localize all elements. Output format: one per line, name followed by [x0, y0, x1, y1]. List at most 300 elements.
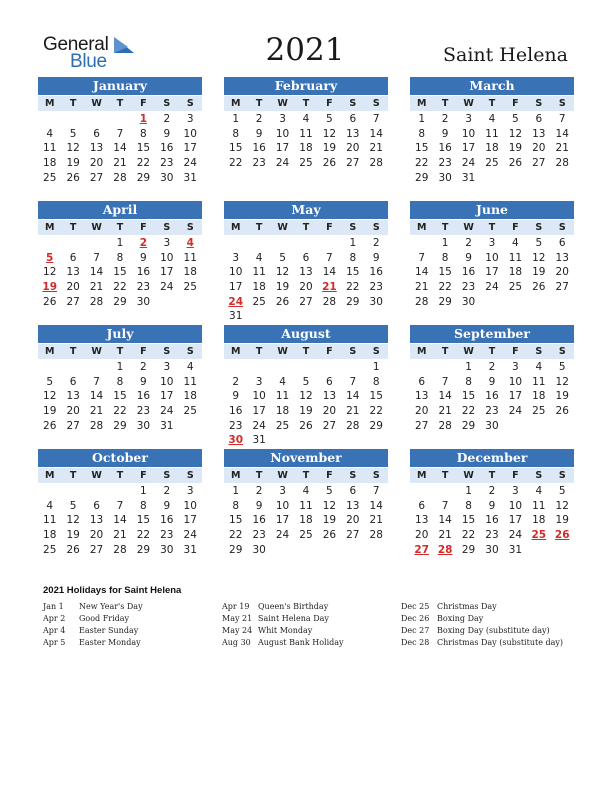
day-cell: 30: [252, 543, 266, 556]
day-cell: 19: [66, 529, 80, 542]
day-cell: 19: [555, 390, 569, 403]
week-row: [224, 360, 388, 375]
logo: [43, 34, 143, 70]
day-cell: 8: [140, 127, 147, 140]
day-cell: [480, 171, 503, 186]
day-cell: 12: [555, 375, 569, 388]
day-cell: 2: [140, 361, 147, 373]
month-title: September: [410, 325, 574, 343]
day-cell: [271, 236, 294, 251]
day-cell: 23: [136, 405, 151, 418]
day-cell: 24: [183, 157, 197, 170]
day-cell: 11: [532, 499, 546, 512]
day-cell: [433, 360, 456, 375]
week-row: [410, 513, 574, 528]
day-cell: 23: [485, 529, 499, 542]
weekday-label: F: [326, 98, 333, 109]
day-cell: 4: [302, 485, 310, 497]
weekday-label: S: [372, 346, 380, 357]
day-cell: 12: [299, 390, 313, 403]
day-cell: 17: [461, 142, 476, 155]
weekday-label: W: [463, 222, 474, 233]
day-cell: [527, 295, 550, 310]
week-row: [410, 280, 574, 295]
day-cell: 6: [535, 113, 543, 125]
holiday-name: Easter Monday: [79, 638, 141, 647]
holiday-entry: [222, 613, 344, 625]
weekday-header: [224, 220, 388, 235]
day-cell: 19: [66, 157, 80, 170]
day-cell: [294, 543, 317, 558]
day-cell: 28: [322, 295, 337, 308]
day-cell: 1: [116, 361, 124, 373]
day-cell: 11: [252, 266, 266, 279]
day-cell: 25: [299, 157, 313, 170]
day-cell: 20: [66, 405, 80, 418]
day-cell: 16: [136, 266, 151, 279]
day-cell: [341, 309, 364, 324]
weekday-label: S: [558, 346, 566, 357]
day-cell: 10: [160, 251, 174, 264]
day-cell: 21: [369, 514, 383, 527]
day-cell: 28: [369, 529, 383, 542]
day-cell: 22: [113, 281, 127, 294]
day-cell: 23: [461, 281, 476, 294]
day-cell: 24: [183, 529, 197, 542]
day-cell: 8: [441, 251, 449, 264]
weekday-label: S: [558, 222, 566, 233]
weekday-label: T: [441, 470, 449, 481]
day-cell: 30: [160, 171, 174, 184]
day-cell: 15: [136, 514, 151, 527]
day-cell: [271, 360, 294, 375]
day-cell: 6: [558, 237, 566, 249]
weekday-label: T: [116, 98, 124, 109]
holiday-name: Easter Sunday: [79, 626, 139, 635]
day-cell: [38, 236, 61, 251]
weekday-label: T: [255, 222, 263, 233]
weekday-label: W: [91, 98, 102, 109]
weekday-label: W: [277, 222, 288, 233]
day-cell: 20: [322, 405, 337, 418]
day-cell: [38, 484, 61, 499]
day-cell: 23: [438, 157, 452, 170]
day-cell: 26: [532, 281, 546, 294]
day-cell: 20: [415, 529, 429, 542]
day-cell: 5: [279, 251, 286, 264]
day-cell: 26: [508, 157, 523, 170]
day-cell: 5: [302, 375, 310, 388]
weekday-label: T: [488, 222, 496, 233]
day-cell: 12: [43, 266, 57, 279]
day-cell: 5: [558, 361, 566, 373]
weekday-label: T: [69, 222, 77, 233]
holiday-entry: [401, 613, 563, 625]
weekday-label: T: [69, 470, 77, 481]
weekday-header: [410, 344, 574, 359]
week-row: [224, 251, 388, 266]
weekday-label: T: [255, 98, 263, 109]
day-cell: 9: [372, 251, 380, 264]
holiday-entry: [43, 625, 143, 637]
day-cell: 13: [555, 251, 569, 264]
day-cell: 21: [113, 157, 127, 170]
week-row: [38, 156, 202, 171]
day-cell: 30: [438, 171, 452, 184]
day-cell: 2: [163, 113, 171, 125]
day-cell: 21: [415, 281, 429, 294]
holiday-date: Apr 4: [43, 626, 66, 635]
week-row: [38, 389, 202, 404]
weekday-label: M: [416, 222, 427, 233]
day-cell: 14: [555, 127, 569, 140]
day-cell: 20: [89, 529, 104, 542]
day-cell: 24: [252, 419, 266, 432]
day-cell: 31: [183, 543, 197, 556]
country-name: Saint Helena: [442, 44, 568, 66]
day-cell: 25: [252, 295, 266, 308]
day-cell: 3: [465, 113, 472, 125]
day-cell: 10: [252, 390, 266, 403]
weekday-label: W: [277, 98, 288, 109]
day-cell: [155, 295, 178, 310]
weekday-label: S: [535, 98, 543, 109]
day-cell: 16: [160, 514, 174, 527]
day-cell: 9: [441, 127, 449, 140]
day-cell: 14: [369, 499, 383, 512]
day-cell: [61, 484, 84, 499]
day-cell: 18: [275, 405, 290, 418]
day-cell: 11: [532, 375, 546, 388]
day-cell: 22: [113, 405, 127, 418]
day-cell: [480, 295, 503, 310]
holiday-date: Dec 27: [401, 626, 430, 635]
day-cell: [365, 433, 388, 448]
day-cell: 27: [346, 529, 360, 542]
day-cell: 21: [438, 529, 452, 542]
month-february: [224, 77, 388, 171]
weekday-label: S: [349, 222, 357, 233]
day-cell: 24: [160, 281, 174, 294]
month-november: [224, 449, 388, 557]
day-cell: 2: [232, 375, 240, 388]
day-cell: 21: [438, 405, 452, 418]
weekday-label: F: [512, 346, 519, 357]
day-cell: 14: [346, 390, 360, 403]
weekday-label: F: [512, 98, 519, 109]
holiday-name: Queen's Birthday: [258, 602, 329, 611]
day-cell: 27: [555, 281, 569, 294]
day-cell: 12: [322, 127, 337, 140]
day-cell: 11: [508, 251, 523, 264]
day-cell: 29: [369, 419, 383, 432]
weekday-label: T: [441, 222, 449, 233]
week-row: [224, 433, 388, 448]
day-cell: 2: [255, 113, 263, 125]
month-title: December: [410, 449, 574, 467]
day-cell: 22: [229, 529, 243, 542]
day-cell: 27: [89, 171, 104, 184]
day-cell: 15: [369, 390, 383, 403]
day-cell: 10: [229, 266, 243, 279]
week-row: [410, 543, 574, 558]
day-cell: 28: [555, 157, 569, 170]
holiday-day: 2: [139, 237, 148, 249]
day-cell: 9: [488, 375, 496, 388]
month-january: [38, 77, 202, 185]
week-row: [38, 404, 202, 419]
day-cell: 10: [485, 251, 499, 264]
day-cell: 29: [229, 543, 243, 556]
day-cell: 24: [160, 405, 174, 418]
day-cell: 4: [535, 361, 543, 373]
day-cell: 16: [438, 142, 452, 155]
day-cell: 10: [508, 375, 523, 388]
day-cell: 28: [438, 419, 452, 432]
day-cell: 7: [93, 251, 100, 264]
weekday-label: W: [91, 222, 102, 233]
day-cell: 29: [136, 171, 151, 184]
month-july: [38, 325, 202, 433]
day-cell: 2: [488, 485, 496, 497]
day-cell: 9: [163, 127, 171, 140]
weekday-label: M: [416, 346, 427, 357]
week-row: [410, 265, 574, 280]
week-row: [224, 295, 388, 310]
weekday-label: M: [416, 98, 427, 109]
day-cell: 21: [113, 529, 127, 542]
day-cell: 27: [66, 419, 80, 432]
day-cell: [38, 112, 61, 127]
day-cell: 3: [232, 251, 240, 264]
day-cell: 18: [299, 514, 313, 527]
holiday-entry: [43, 601, 143, 613]
weekday-label: T: [488, 346, 496, 357]
day-cell: [61, 236, 84, 251]
day-cell: [179, 419, 202, 434]
weekday-label: F: [326, 470, 333, 481]
weekday-header: [38, 220, 202, 235]
day-cell: 28: [346, 419, 360, 432]
weekday-label: F: [326, 346, 333, 357]
day-cell: [318, 543, 341, 558]
week-row: [410, 127, 574, 142]
day-cell: 6: [302, 251, 310, 264]
day-cell: 26: [275, 295, 290, 308]
week-rows: [224, 483, 388, 557]
day-cell: 25: [43, 543, 57, 556]
day-cell: 12: [322, 499, 337, 512]
day-cell: 22: [229, 157, 243, 170]
week-row: [224, 513, 388, 528]
day-cell: 16: [252, 142, 266, 155]
day-cell: 2: [255, 485, 263, 497]
weekday-label: T: [302, 470, 310, 481]
day-cell: 25: [299, 529, 313, 542]
day-cell: 18: [532, 390, 546, 403]
day-cell: 11: [43, 514, 57, 527]
day-cell: 29: [113, 295, 127, 308]
day-cell: 15: [136, 142, 151, 155]
day-cell: [551, 295, 574, 310]
weekday-label: S: [349, 346, 357, 357]
day-cell: 10: [183, 499, 197, 512]
holiday-entry: [401, 637, 563, 649]
holiday-day: 4: [186, 237, 194, 249]
week-row: [410, 251, 574, 266]
holiday-name: Boxing Day: [437, 614, 484, 623]
weekday-label: W: [463, 346, 474, 357]
day-cell: 13: [532, 127, 546, 140]
weekday-label: W: [91, 346, 102, 357]
day-cell: 30: [485, 543, 499, 556]
day-cell: 8: [372, 375, 380, 388]
weekday-label: F: [512, 222, 519, 233]
day-cell: [433, 484, 456, 499]
week-row: [224, 528, 388, 543]
weekday-label: S: [535, 470, 543, 481]
month-title: June: [410, 201, 574, 219]
day-cell: 27: [532, 157, 546, 170]
day-cell: 9: [488, 499, 496, 512]
weekday-label: S: [372, 222, 380, 233]
day-cell: 22: [461, 405, 476, 418]
holiday-entry: [401, 625, 563, 637]
day-cell: 13: [415, 390, 429, 403]
weekday-header: [224, 468, 388, 483]
day-cell: [224, 236, 247, 251]
week-row: [38, 528, 202, 543]
month-may: [224, 201, 388, 324]
weekday-header: [410, 96, 574, 111]
weekday-label: M: [230, 470, 241, 481]
weekday-label: S: [186, 98, 194, 109]
week-row: [224, 127, 388, 142]
holiday-date: Apr 5: [43, 638, 66, 647]
holiday-day: 28: [437, 543, 453, 556]
day-cell: 4: [302, 113, 310, 125]
day-cell: 20: [415, 405, 429, 418]
week-row: [224, 236, 388, 251]
day-cell: 2: [465, 237, 472, 249]
day-cell: 24: [275, 157, 290, 170]
weekday-label: S: [163, 470, 171, 481]
day-cell: 15: [229, 514, 243, 527]
weekday-label: F: [140, 222, 147, 233]
day-cell: 20: [299, 281, 313, 294]
day-cell: 8: [465, 375, 472, 388]
week-row: [410, 528, 574, 543]
day-cell: [247, 360, 270, 375]
week-rows: [410, 483, 574, 557]
day-cell: 12: [66, 142, 80, 155]
weekday-label: F: [140, 470, 147, 481]
holiday-name: Christmas Day (substitute day): [437, 638, 563, 647]
day-cell: 4: [186, 361, 194, 373]
day-cell: [108, 112, 131, 127]
day-cell: 6: [418, 375, 426, 388]
day-cell: 2: [163, 485, 171, 497]
week-row: [224, 280, 388, 295]
day-cell: 23: [160, 157, 174, 170]
day-cell: 17: [275, 142, 290, 155]
weekday-label: T: [302, 222, 310, 233]
day-cell: 7: [326, 251, 333, 264]
day-cell: 22: [415, 157, 429, 170]
day-cell: 1: [232, 113, 240, 125]
day-cell: 9: [255, 127, 263, 140]
weekday-label: S: [186, 470, 194, 481]
week-row: [410, 419, 574, 434]
week-row: [38, 171, 202, 186]
day-cell: 20: [66, 281, 80, 294]
day-cell: 7: [418, 251, 426, 264]
month-august: [224, 325, 388, 448]
day-cell: 10: [275, 499, 290, 512]
week-row: [38, 419, 202, 434]
day-cell: 1: [465, 485, 472, 497]
day-cell: 17: [183, 142, 197, 155]
weekday-header: [410, 468, 574, 483]
day-cell: 23: [252, 529, 266, 542]
day-cell: 17: [252, 405, 266, 418]
weekday-label: M: [230, 222, 241, 233]
day-cell: 26: [322, 157, 337, 170]
day-cell: [85, 236, 108, 251]
day-cell: 30: [160, 543, 174, 556]
week-row: [410, 499, 574, 514]
day-cell: 5: [46, 375, 54, 388]
day-cell: 20: [532, 142, 546, 155]
day-cell: 13: [66, 266, 80, 279]
weekday-label: T: [116, 470, 124, 481]
day-cell: [271, 543, 294, 558]
week-row: [224, 484, 388, 499]
day-cell: 5: [535, 237, 543, 249]
day-cell: 1: [465, 361, 472, 373]
day-cell: 15: [229, 142, 243, 155]
day-cell: 14: [369, 127, 383, 140]
day-cell: 17: [485, 266, 499, 279]
weekday-label: S: [163, 222, 171, 233]
week-row: [38, 280, 202, 295]
day-cell: 5: [512, 113, 519, 125]
day-cell: 19: [555, 514, 569, 527]
week-rows: [410, 235, 574, 309]
weekday-label: S: [558, 470, 566, 481]
month-title: May: [224, 201, 388, 219]
month-october: [38, 449, 202, 557]
day-cell: [271, 433, 294, 448]
day-cell: 8: [232, 499, 240, 512]
month-title: January: [38, 77, 202, 95]
day-cell: [294, 309, 317, 324]
day-cell: 16: [229, 405, 243, 418]
week-row: [38, 127, 202, 142]
holiday-day: 30: [228, 434, 244, 447]
week-row: [224, 141, 388, 156]
day-cell: 23: [160, 529, 174, 542]
day-cell: 7: [558, 113, 566, 125]
day-cell: 26: [555, 405, 569, 418]
day-cell: 7: [441, 375, 449, 388]
day-cell: 24: [485, 281, 499, 294]
holiday-date: Dec 26: [401, 614, 430, 623]
day-cell: 1: [372, 361, 380, 373]
day-cell: [527, 543, 550, 558]
day-cell: [318, 433, 341, 448]
weekday-header: [410, 220, 574, 235]
